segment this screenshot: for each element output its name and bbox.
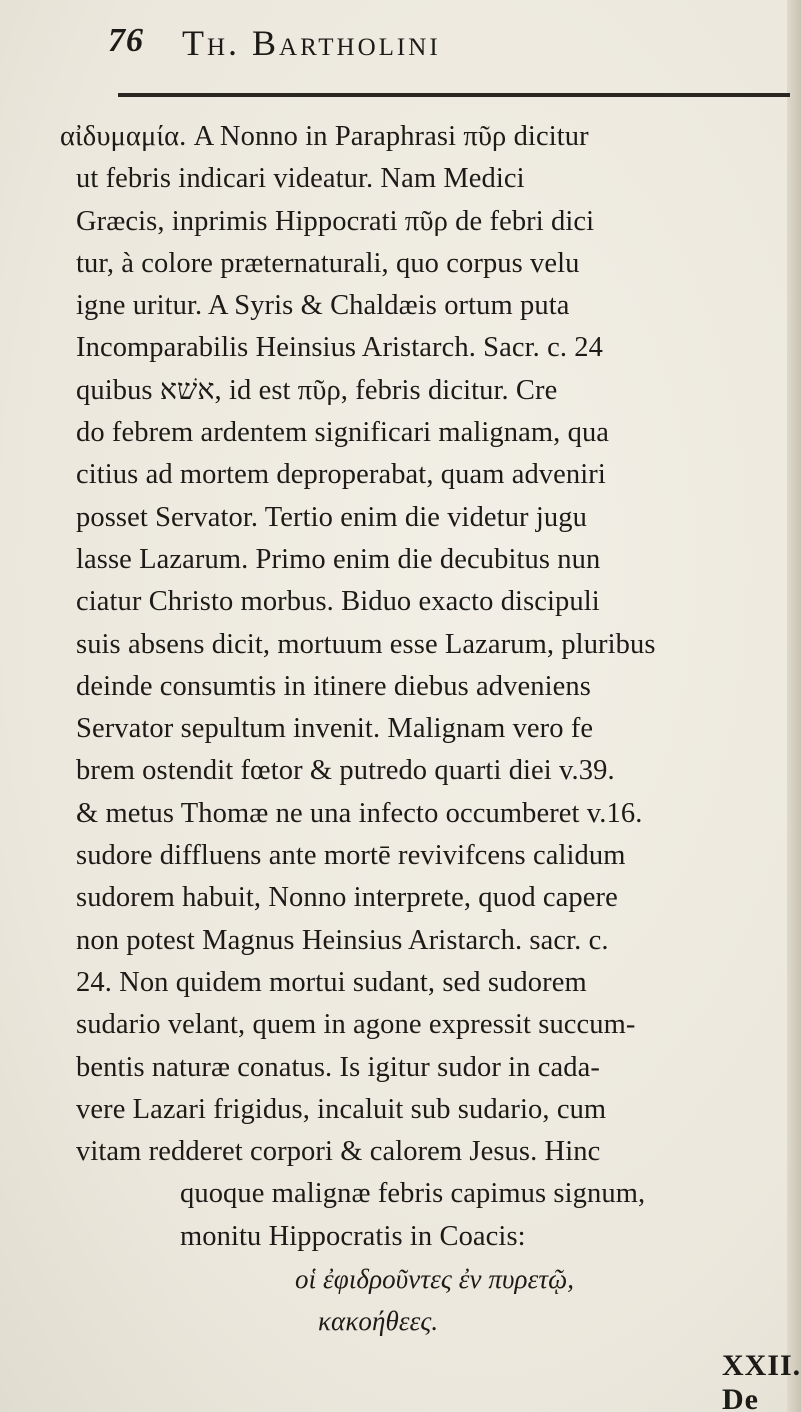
text-line: vere Lazari frigidus, incaluit sub sudario, cum: [76, 1093, 607, 1125]
text-line: vitam redderet corpori & calorem Jesus. Hinc: [76, 1136, 601, 1168]
text-line: deinde consumtis in itinere diebus adveniens: [76, 670, 591, 702]
text-line: sudore diffluens ante mortē revivifcens calidum: [76, 840, 626, 872]
running-head: [108, 18, 798, 74]
text-line: sudorem habuit, Nonno interprete, quod capere: [76, 882, 618, 914]
text-line: Græcis, inprimis Hippocrati πῦρ de febri dici: [76, 205, 595, 237]
greek-quotation-line: οἱ ἐφιδροῦντες ἐν πυρετῷ,: [295, 1264, 575, 1295]
text-line: suis absens dicit, mortuum esse Lazarum, pluribus: [76, 628, 656, 660]
text-line: quibus אשׁא, id est πῦρ, febris dicitur. Cre: [76, 374, 558, 406]
text-line: Incomparabilis Heinsius Aristarch. Sacr. c. 24: [76, 332, 603, 364]
text-line: brem ostendit fœtor & putredo quarti diei v.39.: [76, 755, 615, 787]
page-number: 76: [108, 22, 144, 59]
text-line: igne uritur. A Syris & Chaldæis ortum puta: [76, 290, 570, 322]
text-line: αἰδυμαμία. A Nonno in Paraphrasi πῦρ dicitur: [60, 121, 589, 152]
text-line: ciatur Christo morbus. Biduo exacto discipuli: [76, 586, 600, 618]
text-line: monitu Hippocratis in Coacis:: [180, 1220, 526, 1252]
text-line: bentis naturæ conatus. Is igitur sudor in cada-: [76, 1051, 600, 1083]
running-title: Th. Bartholini: [182, 23, 441, 63]
greek-quotation-line: κακοήθεες.: [318, 1306, 439, 1337]
text-line: ut febris indicari videatur. Nam Medici: [76, 163, 525, 195]
text-line: quoque malignæ febris capimus signum,: [180, 1178, 646, 1210]
body-text: [60, 116, 790, 1343]
text-line: 24. Non quidem mortui sudant, sed sudorem: [76, 966, 587, 998]
text-line: Servator sepultum invenit. Malignam vero fe: [76, 713, 594, 745]
text-line: do febrem ardentem significari malignam, qua: [76, 417, 610, 449]
text-line: tur, à colore præternaturali, quo corpus velu: [76, 247, 580, 279]
text-line: lasse Lazarum. Primo enim die decubitus nun: [76, 543, 601, 575]
text-line: & metus Thomæ ne una infecto occumberet v.16.: [76, 797, 643, 829]
text-line: sudario velant, quem in agone expressit succum-: [76, 1009, 636, 1041]
text-line: non potest Magnus Heinsius Aristarch. sacr. c.: [76, 924, 609, 956]
text-line: citius ad mortem deproperabat, quam adveniri: [76, 459, 606, 491]
header-rule: [118, 93, 790, 97]
catchword: XXII. De: [722, 1349, 801, 1412]
text-line: posset Servator. Tertio enim die videtur jugu: [76, 501, 587, 533]
